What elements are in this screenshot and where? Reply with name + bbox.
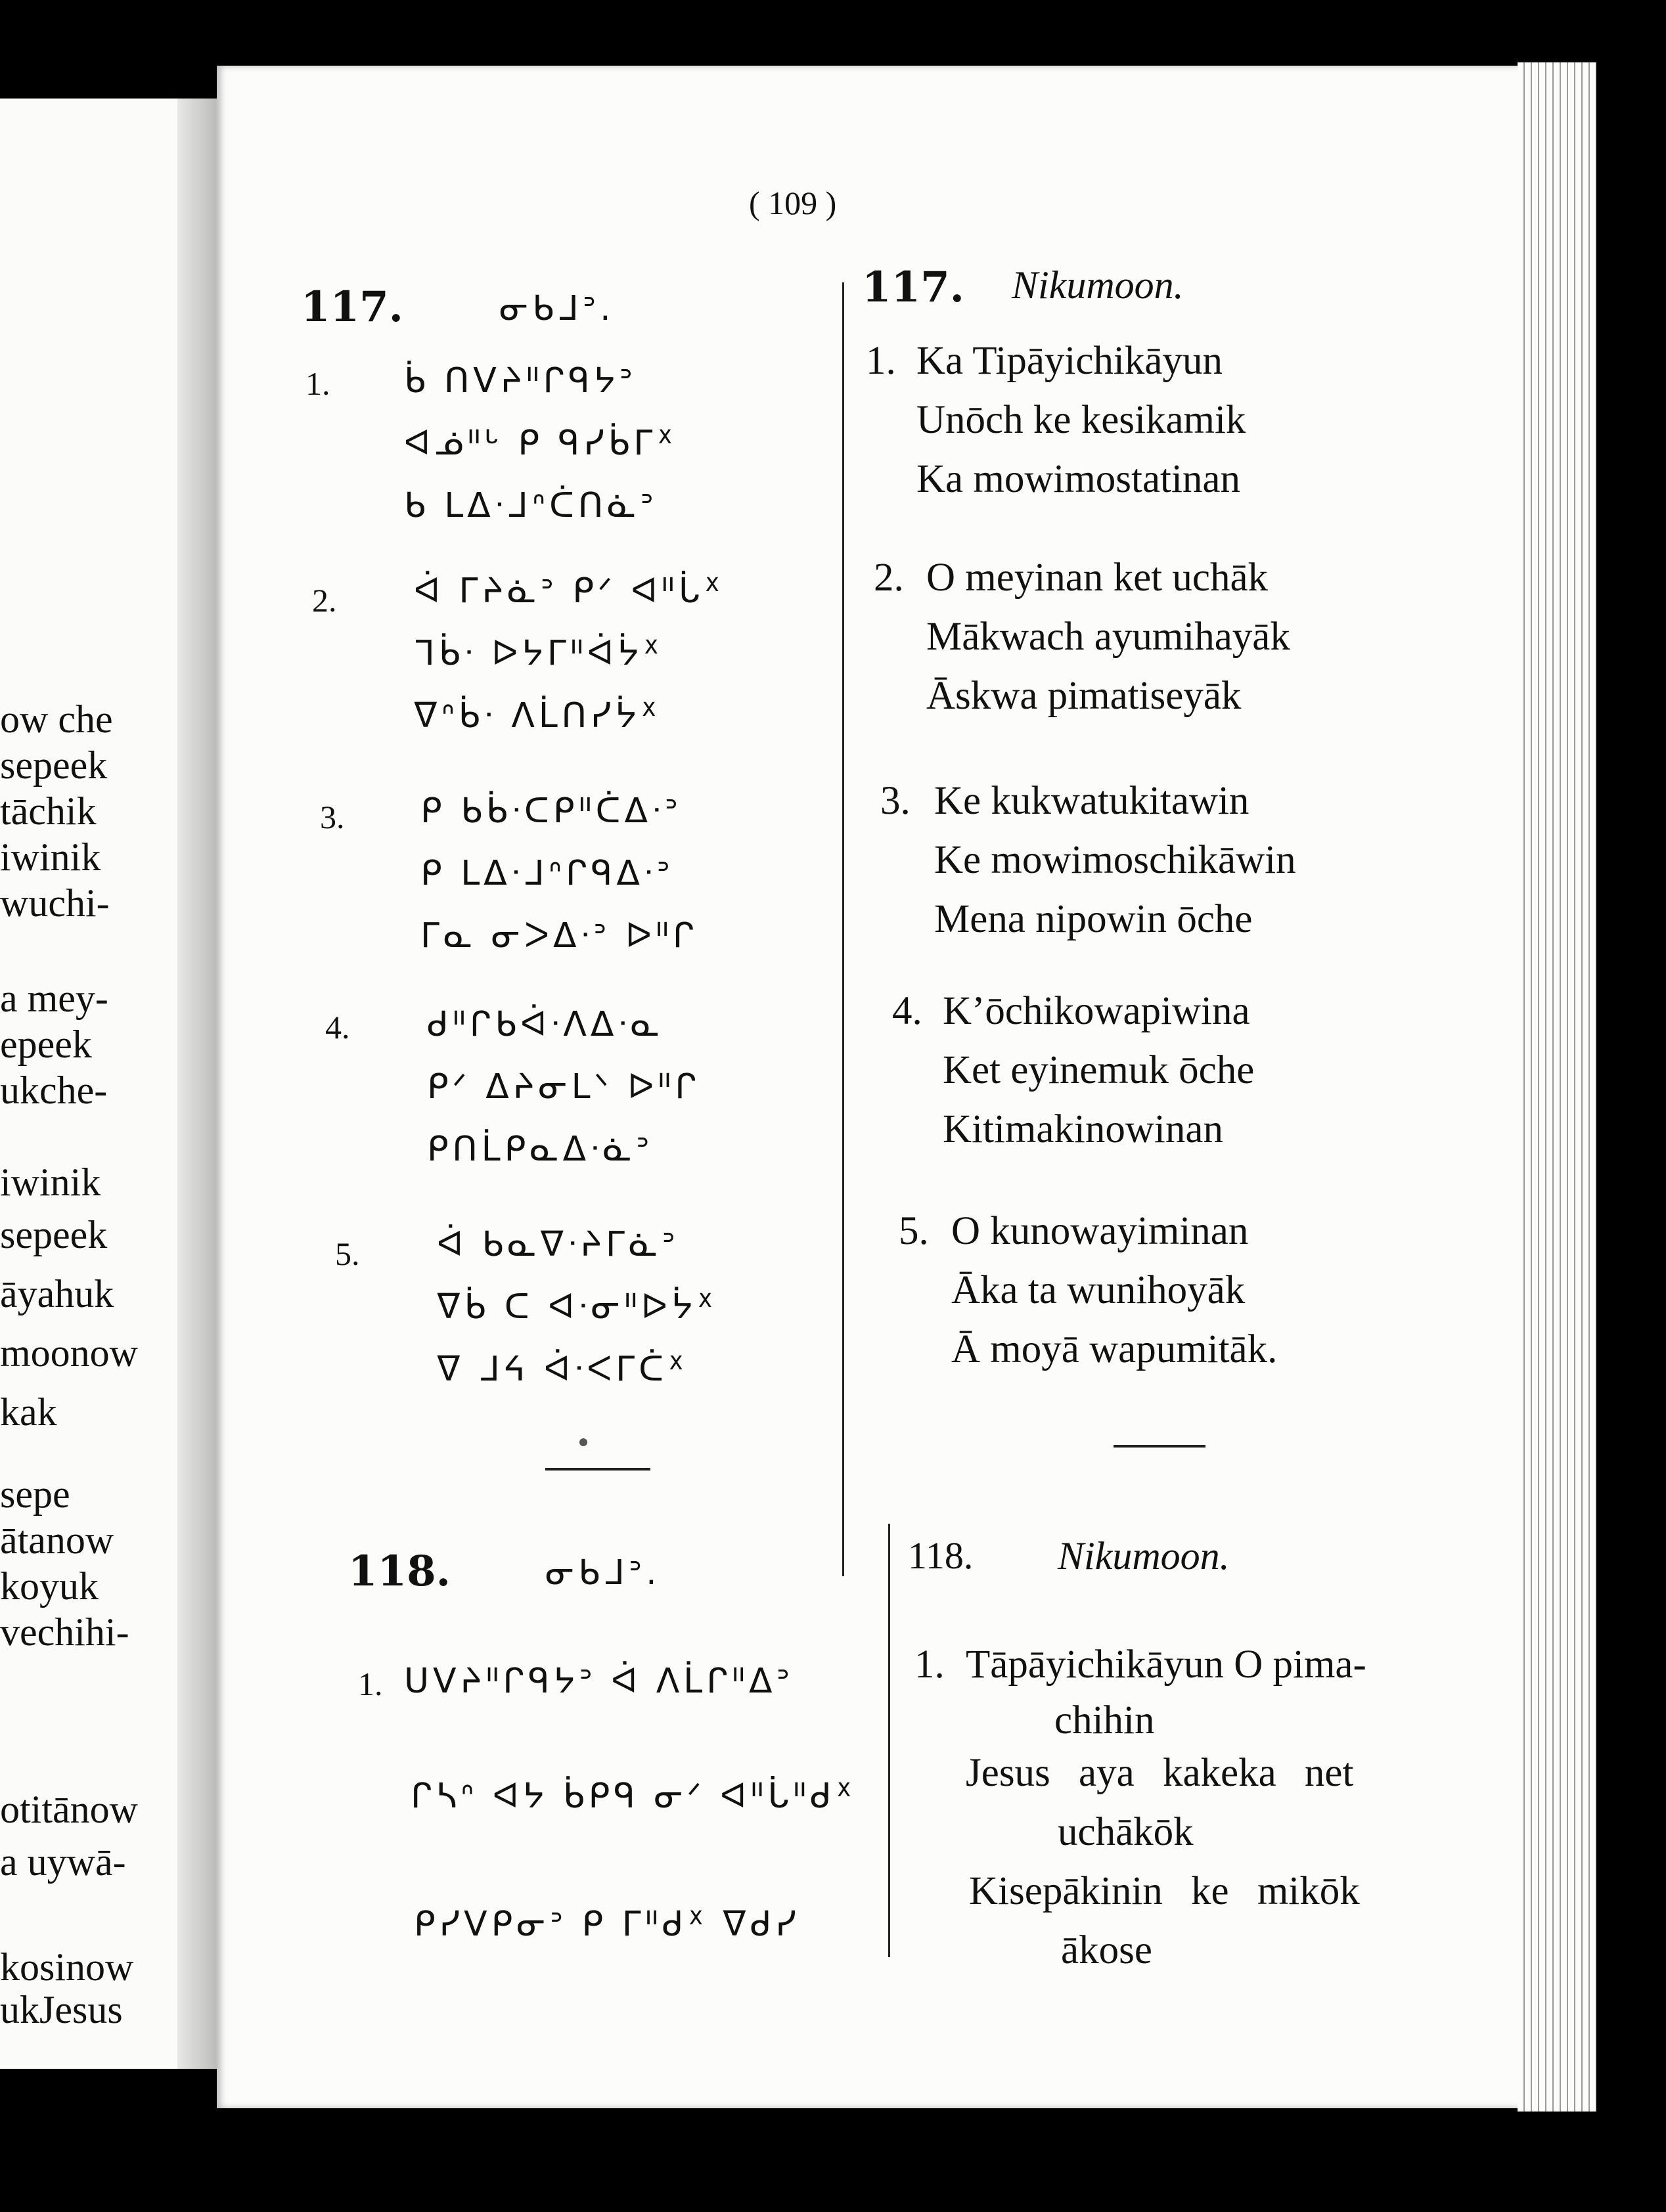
verse-number: 4. [892,989,922,1033]
verse-line: chihin [1054,1698,1155,1742]
syllabic-line: ᑯᐦᒋᑲᐋᐧᐱᐃᐧᓇ [427,1005,664,1044]
verse-line: Tāpāyichikāyun O pima- [966,1643,1366,1687]
left-page-line: epeek [0,1023,92,1066]
syllabic-line: ᑭᑎᒫᑭᓇᐃᐧᓈᐣ [427,1130,654,1169]
syllabic-line: ᐁᑳ ᑕ ᐊᐧᓂᐦᐅᔮᕽ [437,1287,717,1327]
left-page-line: a uywā- [0,1840,126,1884]
left-page-line: ātanow [0,1518,114,1562]
verse-line: Ā moyā wapumitāk. [951,1327,1278,1371]
left-page-line: iwinik [0,835,101,879]
left-page-line: moonow [0,1331,138,1375]
verse-line: Kisepākinin ke mikōk [969,1869,1360,1913]
hymn-title: Nikumoon. [1058,1534,1230,1578]
syllabic-line: ᑭ ᑲᑳᐧᑕᑭᐦᑖᐃᐧᐣ [420,791,682,831]
verse-number: 1. [358,1666,383,1702]
left-page-line: iwinik [0,1161,101,1204]
left-page-line: sepeek [0,1213,108,1256]
syllabic-line: ᐋ ᑲᓇᐁᐧᔨᒥᓈᐣ [437,1225,679,1264]
syllabic-line: ᑲ ᒪᐃᐧᒧᐢᑖᑎᓈᐣ [404,486,658,525]
verse-line: K’ōchikowapiwina [943,989,1250,1033]
verse-number: 2. [874,556,904,600]
verse-number: 5. [899,1209,929,1253]
verse-line: Ka Tipāyichikāyun [916,339,1223,383]
verse-number: 1. [866,339,896,383]
verse-line: Mākwach ayumihayāk [926,615,1290,659]
verse-line: Ket eyinemuk ōche [943,1048,1255,1092]
section-divider [545,1468,650,1471]
page-number: ( 109 ) [749,185,837,221]
syllabic-line: ᒣᑳᐧ ᐅᔭᒥᐦᐋᔮᕽ [414,634,664,673]
syllabic-line: ᐁ ᒧᔦ ᐋᐧᐸᒥᑖᕽ [437,1350,688,1389]
left-page-line: otitānow [0,1788,138,1831]
verse-number: 3. [320,799,345,835]
verse-line: Āka ta wunihoyāk [951,1268,1246,1312]
left-facing-page [0,99,197,2069]
verse-number: 3. [880,779,911,823]
syllabic-line: ᒥᓇ ᓂᐳᐃᐧᐣ ᐅᐦᒋ [420,916,698,956]
verse-line: Unōch ke kesikamik [916,398,1246,442]
verse-line: Ke mowimoschikāwin [934,838,1296,882]
left-page-line: sepeek [0,743,108,787]
verse-line: Āskwa pimatiseyāk [926,674,1242,718]
hymn-number: 117. [301,282,403,332]
left-page-line: ukJesus [0,1988,123,2031]
ink-dot [579,1438,587,1446]
verse-number: 1. [305,365,330,402]
syllabic-line: ᑌᐯᔨᐦᒋᑫᔭᐣ ᐋ ᐱᒫᒋᐦᐃᐣ [404,1662,794,1701]
verse-line: Ka mowimostatinan [916,457,1241,501]
left-page-line: kosinow [0,1945,134,1989]
syllabic-line: ᐁᐢᑳᐧ ᐱᒫᑎᓯᔮᕽ [414,696,662,736]
hymn-title-syllabic: ᓂᑲᒧᐣ. [499,289,615,328]
left-page-line: āyahuk [0,1272,114,1316]
syllabic-line: ᐋ ᒥᔨᓈᐣ ᑭᐟ ᐊᐦᒑᕽ [414,571,725,611]
section-divider [1114,1445,1205,1448]
syllabic-line: ᑳ ᑎᐯᔨᐦᒋᑫᔭᐣ [404,361,637,401]
verse-line: Ke kukwatukitawin [934,779,1250,823]
verse-line: Jesus aya kakeka net [966,1751,1354,1795]
hymn-title: Nikumoon. [1012,263,1184,307]
column-divider [888,1524,890,1957]
verse-line: Kitimakinowinan [943,1107,1223,1151]
verse-number: 4. [325,1009,350,1046]
verse-line: ākose [1061,1928,1152,1972]
syllabic-line: ᑭᓯᐯᑭᓂᐣ ᑭ ᒥᐦᑯᕽ ᐁᑯᓯ [414,1905,800,1944]
syllabic-line: ᑭᐟ ᐃᔨᓂᒪᐠ ᐅᐦᒋ [427,1067,700,1107]
left-page-line: wuchi- [0,881,110,925]
hymn-number: 118. [348,1547,451,1596]
verse-line: Mena nipowin ōche [934,897,1253,941]
left-page-line: vechihi- [0,1610,129,1654]
hymn-title-syllabic: ᓂᑲᒧᐣ. [545,1553,661,1593]
verse-number: 5. [335,1235,360,1272]
left-page-line: tāchik [0,789,97,833]
left-page-line: ow che [0,697,113,741]
hymn-number: 117. [862,263,964,312]
syllabic-line: ᒋᓴᐢ ᐊᔭ ᑳᑭᑫ ᓂᐟ ᐊᐦᒑᐦᑯᕽ [411,1777,856,1816]
left-page-line: koyuk [0,1564,99,1608]
hymn-number: 118. [908,1534,974,1577]
syllabic-line: ᑭ ᒪᐃᐧᒧᐢᒋᑫᐃᐧᐣ [420,854,674,893]
syllabic-line: ᐊᓅᐦᒡ ᑭ ᑫᓯᑳᒥᕽ [404,424,677,463]
column-divider [842,282,844,1576]
page-edges [1518,62,1596,2112]
left-page-line: a mey- [0,977,108,1020]
verse-number: 2. [312,582,337,619]
verse-line: uchākōk [1058,1810,1194,1854]
left-page-line: sepe [0,1472,70,1516]
verse-line: O meyinan ket uchāk [926,556,1269,600]
left-page-line: kak [0,1390,57,1434]
verse-number: 1. [914,1643,945,1687]
verse-line: O kunowayiminan [951,1209,1249,1253]
left-page-line: ukche- [0,1069,108,1112]
